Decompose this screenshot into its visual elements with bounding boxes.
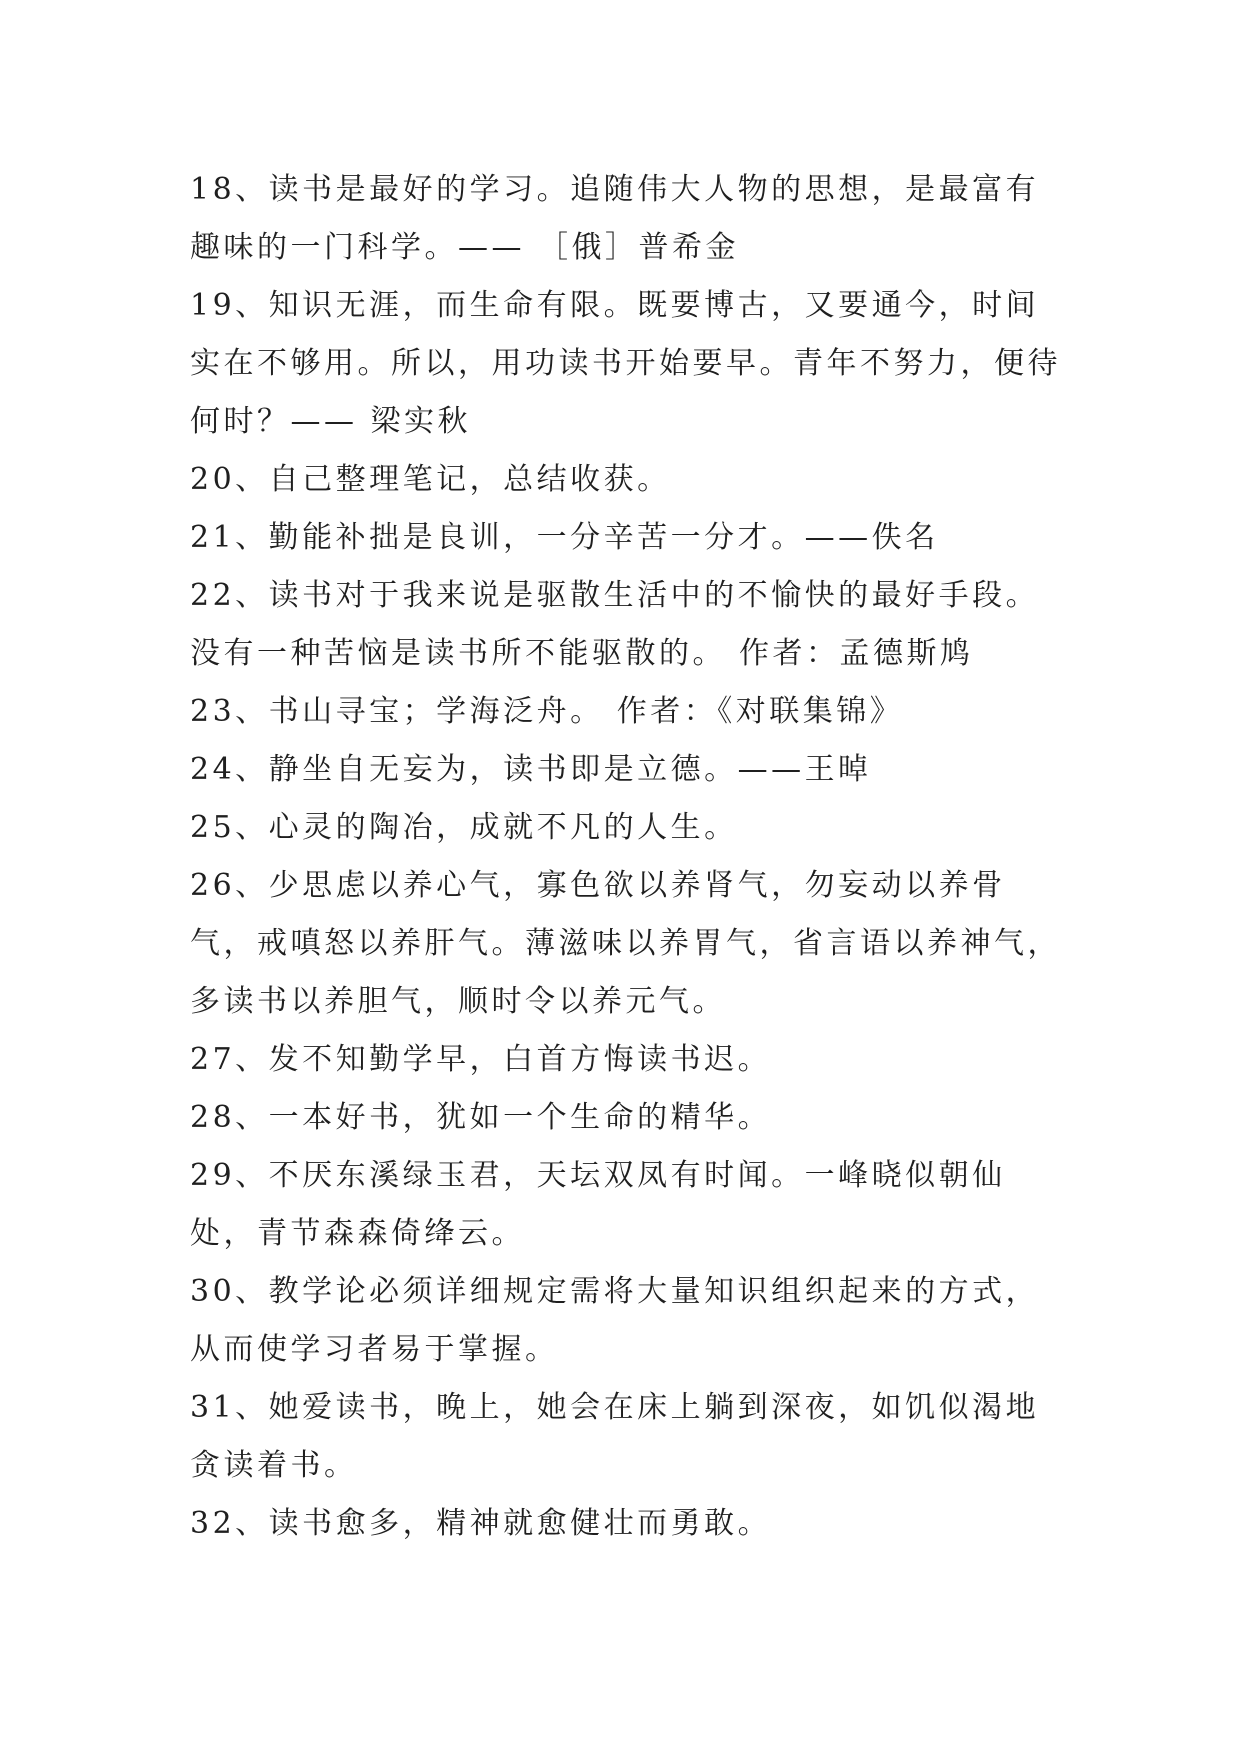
quote-entry-28: 28、一本好书，犹如一个生命的精华。 [190,1100,772,1135]
quote-entry-30: 30、教学论必须详细规定需将大量知识组织起来的方式，从而使学习者易于掌握。 [190,1274,1040,1367]
quote-entry-22: 22、读书对于我来说是驱散生活中的不愉快的最好手段。没有一种苦恼是读书所不能驱散的。 作者：孟德斯鸠 [190,578,1040,671]
quote-entry-27: 27、发不知勤学早，白首方悔读书迟。 [190,1042,772,1077]
quote-entry-26: 26、少思虑以养心气，寡色欲以养肾气，勿妄动以养骨气，戒嗔怒以养肝气。薄滋味以养胃气，省言语以养神气，多读书以养胆气，顺时令以养元气。 [190,868,1061,1019]
quote-entry-25: 25、心灵的陶冶，成就不凡的人生。 [190,810,738,845]
quote-entry-18: 18、读书是最好的学习。追随伟大人物的思想，是最富有趣味的一门科学。—— ［俄］普希金 [190,172,1040,265]
quote-entry-24: 24、静坐自无妄为，读书即是立德。——王晫 [190,752,872,787]
quote-entry-20: 20、自己整理笔记，总结收获。 [190,462,671,497]
quote-entry-29: 29、不厌东溪绿玉君，天坛双凤有时闻。一峰晓似朝仙处，青节森森倚绛云。 [190,1158,1006,1251]
quote-entry-23: 23、书山寻宝；学海泛舟。 作者：《对联集锦》 [190,694,904,729]
quote-entry-31: 31、她爱读书，晚上，她会在床上躺到深夜，如饥似渴地贪读着书。 [190,1390,1040,1483]
quote-entry-21: 21、勤能补拙是良训，一分辛苦一分才。——佚名 [190,520,939,555]
quote-entry-19: 19、知识无涯，而生命有限。既要博古，又要通今，时间实在不够用。所以，用功读书开始要早。青年不努力，便待何时？—— 梁实秋 [190,288,1061,439]
quote-entry-32: 32、读书愈多，精神就愈健壮而勇敢。 [190,1506,772,1541]
document-page [190,161,1070,1553]
